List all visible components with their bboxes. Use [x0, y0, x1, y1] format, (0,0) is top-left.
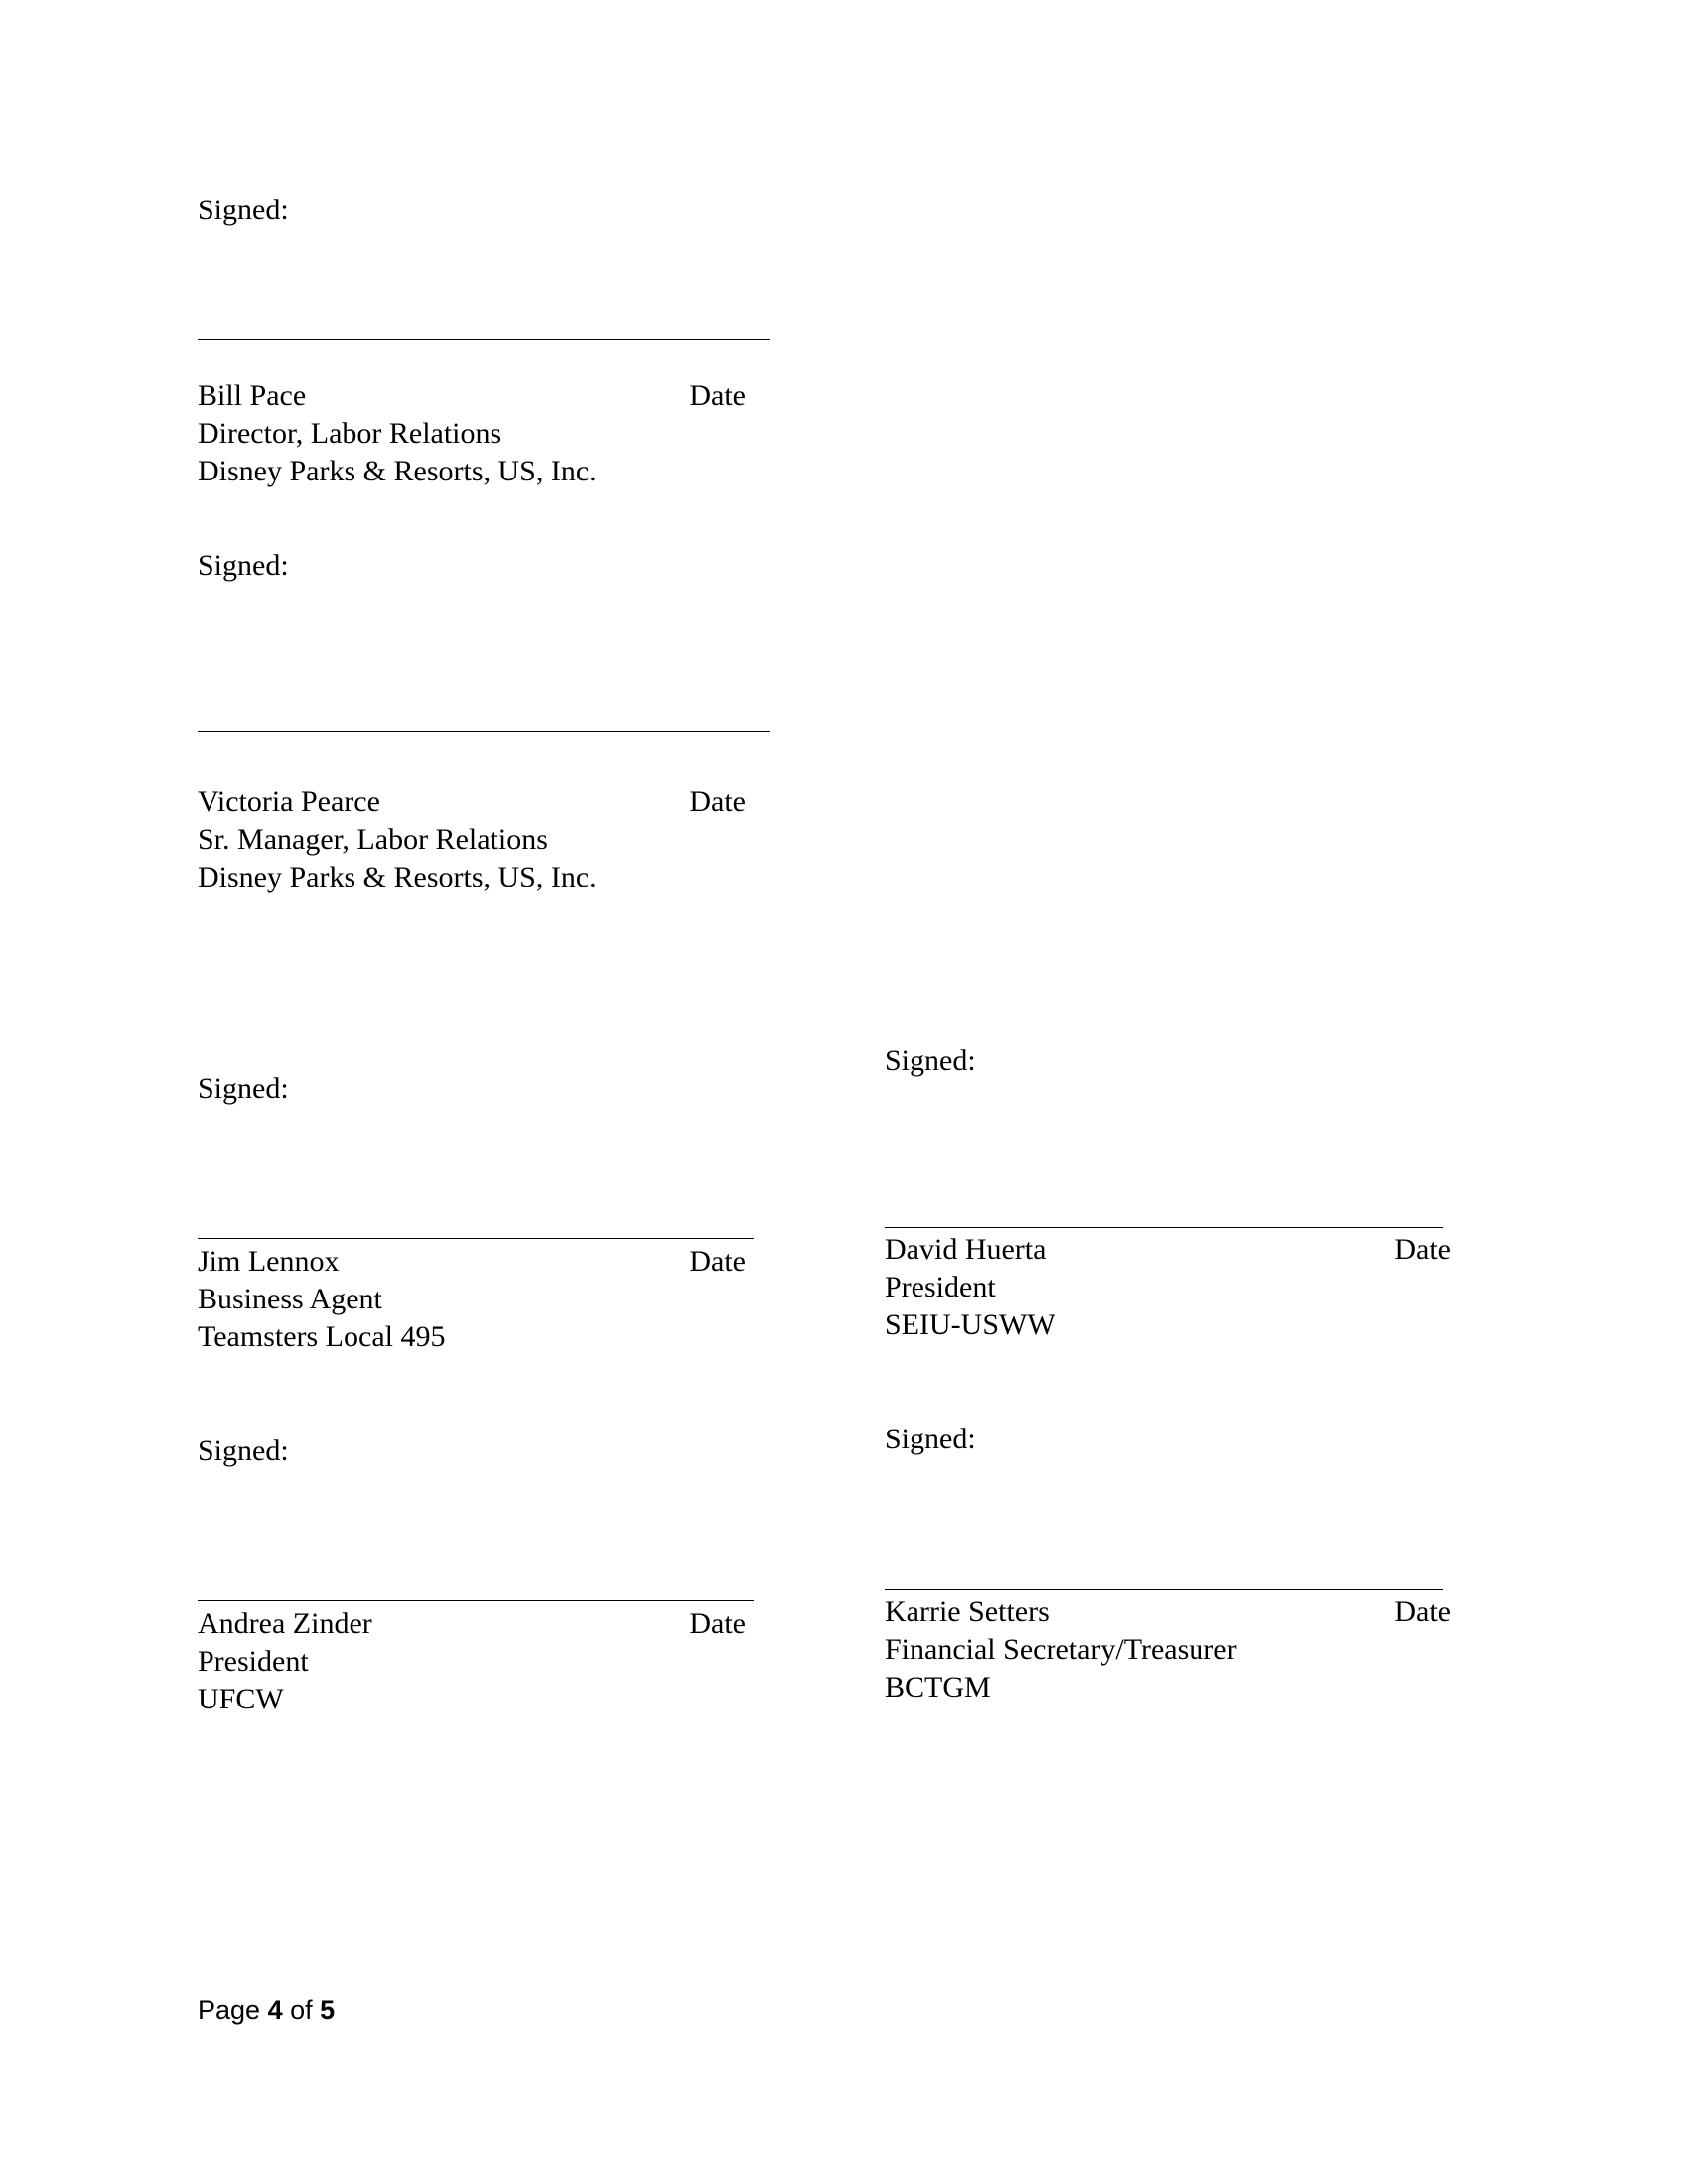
signer-organization: BCTGM — [885, 1671, 991, 1704]
signer-name: Bill Pace — [198, 379, 307, 412]
signed-label: Signed: — [198, 194, 289, 226]
signature-block-andrea-zinder — [198, 1605, 746, 1718]
signer-title: President — [885, 1271, 996, 1303]
signed-label: Signed: — [198, 1434, 289, 1467]
signer-organization: SEIU-USWW — [885, 1308, 1055, 1341]
date-label: Date — [689, 379, 746, 412]
signer-title: Director, Labor Relations — [198, 417, 502, 450]
signer-name: David Huerta — [885, 1233, 1047, 1266]
signer-organization: UFCW — [198, 1683, 284, 1715]
signer-name: Jim Lennox — [198, 1245, 340, 1278]
signature-block-victoria-pearce — [198, 783, 746, 896]
date-label: Date — [1394, 1233, 1451, 1266]
signature-line — [198, 1238, 754, 1239]
signer-title: Sr. Manager, Labor Relations — [198, 823, 548, 856]
total-pages-number: 5 — [320, 1995, 336, 2025]
signer-organization: Disney Parks & Resorts, US, Inc. — [198, 455, 597, 487]
signed-label: Signed: — [198, 1072, 289, 1105]
signer-title: Financial Secretary/Treasurer — [885, 1633, 1237, 1666]
signer-title: Business Agent — [198, 1283, 382, 1315]
current-page-number: 4 — [267, 1995, 283, 2025]
signer-name: Victoria Pearce — [198, 785, 380, 818]
signature-block-jim-lennox — [198, 1243, 746, 1356]
signer-organization: Teamsters Local 495 — [198, 1320, 446, 1353]
signed-label: Signed: — [885, 1044, 976, 1077]
signature-line — [198, 731, 770, 732]
signature-block-bill-pace — [198, 377, 746, 490]
date-label: Date — [689, 1245, 746, 1278]
date-label: Date — [689, 785, 746, 818]
signer-title: President — [198, 1645, 309, 1678]
signed-label: Signed: — [198, 549, 289, 582]
signer-name: Andrea Zinder — [198, 1607, 372, 1640]
signature-block-david-huerta — [885, 1231, 1451, 1344]
signature-line — [885, 1227, 1443, 1228]
signature-line — [885, 1589, 1443, 1590]
signature-block-karrie-setters — [885, 1593, 1451, 1706]
signature-line — [198, 339, 770, 340]
page-word: Page — [198, 1995, 261, 2025]
date-label: Date — [689, 1607, 746, 1640]
signature-line — [198, 1600, 754, 1601]
signed-label: Signed: — [885, 1423, 976, 1455]
signer-name: Karrie Setters — [885, 1595, 1050, 1628]
date-label: Date — [1394, 1595, 1451, 1628]
of-word: of — [290, 1995, 313, 2025]
signer-organization: Disney Parks & Resorts, US, Inc. — [198, 861, 597, 893]
page-number-footer — [198, 1993, 335, 2027]
